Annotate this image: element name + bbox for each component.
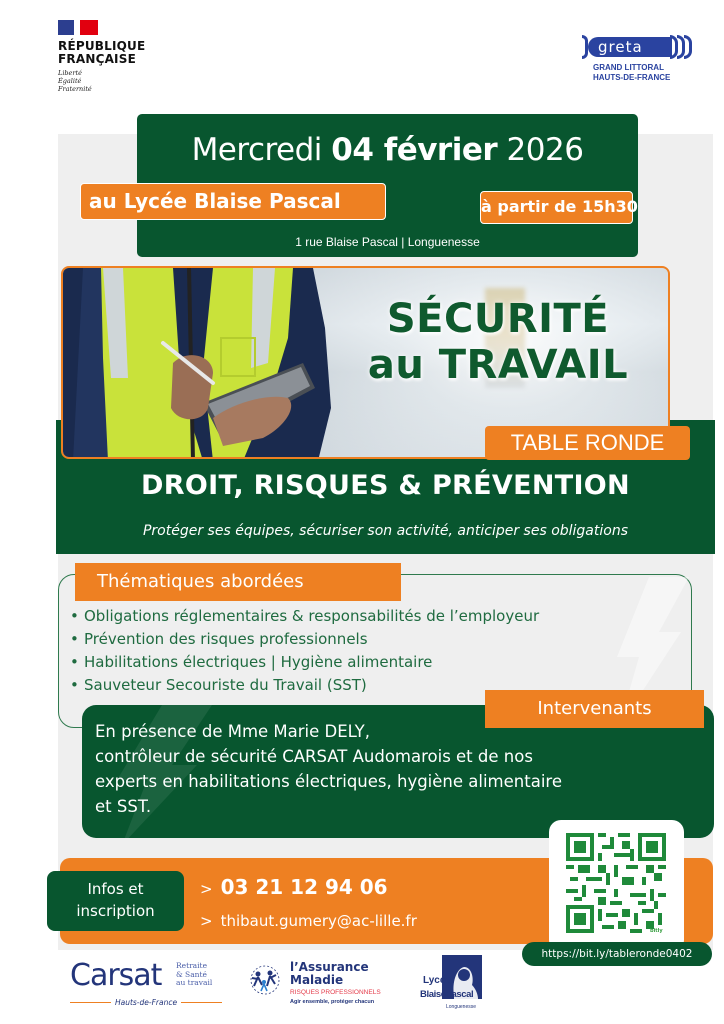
lycee-town: Longuenesse: [446, 1004, 477, 1010]
carsat-region: [70, 998, 222, 1007]
carsat-tagline: [176, 962, 212, 988]
banner-title: [333, 296, 663, 388]
themes-list: [70, 605, 670, 697]
am-title-line1: l’Assurance: [290, 960, 369, 974]
carsat-tag-line: & Santé: [176, 969, 207, 979]
theme-item: • Prévention des risques professionnels: [70, 628, 670, 651]
carsat-region-text: Hauts-de-France: [114, 998, 178, 1007]
info-registration-label: [47, 871, 184, 931]
speakers-line: En présence de Mme Marie DELY,: [95, 722, 370, 741]
qr-code-icon[interactable]: [566, 833, 666, 933]
theme-item: • Habilitations électriques | Hygiène alimentaire: [70, 651, 670, 674]
main-subtitle: Protéger ses équipes, sécuriser son activité, anticiper ses obligations: [142, 523, 629, 539]
greta-wordmark: greta: [588, 37, 672, 57]
phone-link[interactable]: [200, 873, 388, 903]
info-label-line2: inscription: [76, 902, 155, 920]
carsat-wordmark: Carsat: [70, 958, 162, 993]
speakers-line: experts en habilitations électriques, hygiène alimentaire: [95, 772, 562, 791]
theme-item: • Sauveteur Secouriste du Travail (SST): [70, 674, 670, 697]
email-address: thibaut.gumery@ac-lille.fr: [220, 912, 417, 930]
lycee-blaise-pascal-logo: [420, 955, 484, 1017]
am-slogan: Agir ensemble, protéger chacun: [290, 999, 375, 1005]
am-division: RISQUES PROFESSIONNELS: [290, 989, 381, 996]
marianne-flag-icon: [58, 20, 98, 35]
am-title: [290, 961, 369, 987]
rf-motto-egalite: Égalité: [58, 77, 82, 85]
carsat-tag-line: au travail: [176, 978, 213, 987]
banner-title-line2: au TRAVAIL: [367, 342, 629, 388]
event-date: [137, 130, 638, 170]
rf-motto-fraternite: Fraternité: [58, 85, 92, 93]
arrow-icon: >: [200, 880, 213, 898]
short-url-link[interactable]: https://bit.ly/tableronde0402: [522, 942, 712, 966]
greta-line2: HAUTS-DE-FRANCE: [593, 73, 671, 82]
venue-badge: au Lycée Blaise Pascal: [80, 183, 386, 220]
email-link[interactable]: [200, 909, 417, 933]
greta-logo: [582, 34, 702, 83]
rf-title-line2: FRANÇAISE: [58, 52, 136, 66]
assurance-maladie-logo: [246, 960, 396, 1010]
event-day: Mercredi: [191, 132, 322, 168]
carsat-tag-line: Retraite: [176, 961, 208, 970]
worker-with-tablet-illustration: [63, 268, 333, 459]
rf-title-line1: RÉPUBLIQUE: [58, 39, 146, 53]
people-running-icon: [246, 964, 284, 996]
bitly-brand: bitly: [650, 928, 663, 934]
lycee-name: BlaisePascal: [420, 989, 474, 1000]
greta-line1: GRAND LITTORAL: [593, 63, 664, 72]
speakers-line: et SST.: [95, 797, 152, 816]
arrow-icon: >: [200, 912, 213, 930]
time-badge: à partir de 15h30: [480, 191, 633, 224]
greta-arc-icon: [684, 35, 692, 59]
rf-motto-liberte: Liberté: [58, 69, 82, 77]
event-address: 1 rue Blaise Pascal | Longuenesse: [295, 235, 480, 249]
speakers-label: Intervenants: [485, 690, 704, 728]
republique-francaise-logo: [58, 20, 168, 93]
speakers-text: [95, 719, 715, 819]
phone-number: 03 21 12 94 06: [220, 875, 388, 899]
theme-item: • Obligations réglementaires & responsabilités de l’employeur: [70, 605, 670, 628]
event-year: 2026: [506, 132, 584, 168]
speakers-line: contrôleur de sécurité CARSAT Audomarois et de nos: [95, 747, 533, 766]
lycee-label: Lycée: [423, 975, 451, 986]
banner-title-line1: SÉCURITÉ: [386, 296, 610, 342]
am-title-line2: Maladie: [290, 973, 344, 987]
main-heading: DROIT, RISQUES & PRÉVENTION: [141, 470, 630, 501]
themes-heading: Thématiques abordées: [75, 563, 401, 601]
table-ronde-badge: TABLE RONDE: [485, 426, 690, 460]
event-date-bold: 04 février: [331, 132, 498, 168]
carsat-logo: [70, 958, 230, 1014]
info-label-line1: Infos et: [87, 880, 144, 898]
